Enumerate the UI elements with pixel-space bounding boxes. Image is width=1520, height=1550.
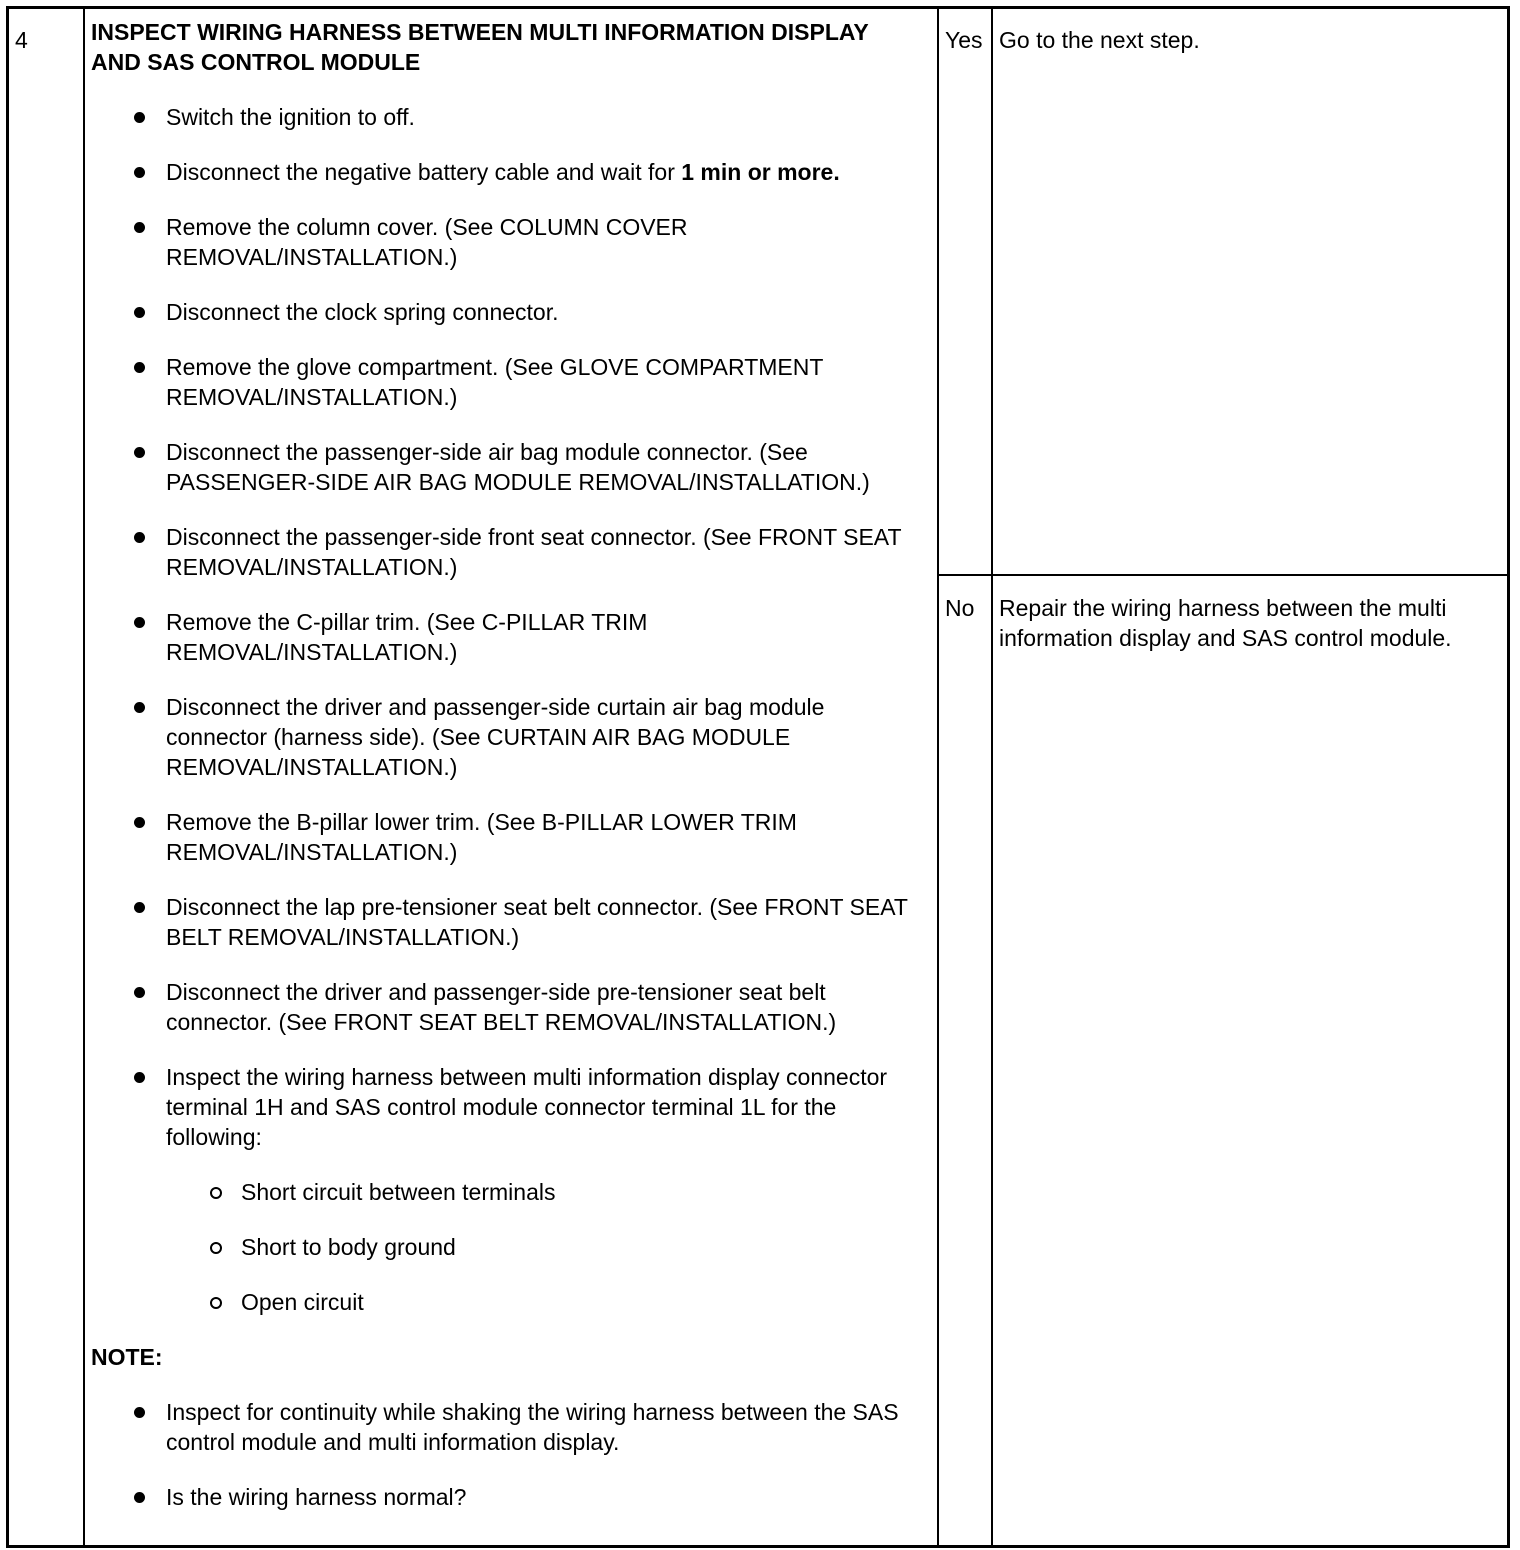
procedure-item: Switch the ignition to off.: [166, 102, 921, 132]
row-divider: [937, 574, 1507, 576]
column-divider: [83, 9, 85, 1545]
yes-label: Yes: [945, 27, 983, 53]
no-label: No: [945, 595, 975, 621]
note-label: NOTE:: [91, 1344, 163, 1370]
step-title: INSPECT WIRING HARNESS BETWEEN MULTI INFORMATION DISPLAY AND SAS CONTROL MODULE: [91, 19, 869, 75]
procedure-item: Remove the B-pillar lower trim. (See B-PILLAR LOWER TRIM REMOVAL/INSTALLATION.): [166, 807, 921, 867]
procedure-item: Disconnect the passenger-side air bag module connector. (See PASSENGER-SIDE AIR BAG MODULE REMOVAL/INSTALLATION.): [166, 437, 921, 497]
procedure-item: Disconnect the lap pre-tensioner seat belt connector. (See FRONT SEAT BELT REMOVAL/INSTALLATION.): [166, 892, 921, 952]
inspect-item: Open circuit: [241, 1287, 921, 1317]
inspect-item: Short circuit between terminals: [241, 1177, 921, 1207]
note-item: Inspect for continuity while shaking the wiring harness between the SAS control module and multi information display.: [166, 1397, 921, 1457]
procedure-item: Remove the glove compartment. (See GLOVE COMPARTMENT REMOVAL/INSTALLATION.): [166, 352, 921, 412]
step-number: 4: [15, 27, 28, 53]
note-list: [91, 1397, 921, 1512]
procedure-item: Remove the column cover. (See COLUMN COVER REMOVAL/INSTALLATION.): [166, 212, 921, 272]
procedure-item: Disconnect the negative battery cable and wait for 1 min or more.: [166, 157, 921, 187]
inspect-item: Short to body ground: [241, 1232, 921, 1262]
procedure-list: [91, 102, 921, 1317]
no-action: Repair the wiring harness between the multi information display and SAS control module.: [999, 595, 1452, 651]
wait-time: 1 min or more.: [681, 159, 840, 185]
column-divider: [937, 9, 939, 1545]
inspect-sublist: [166, 1177, 921, 1317]
step-content: [91, 17, 921, 1537]
procedure-item: Inspect the wiring harness between multi information display connector terminal 1H and SAS control module connector terminal 1L for the following: Short circuit between terminals Short to body ground Open circuit: [166, 1062, 921, 1317]
note-item: Is the wiring harness normal?: [166, 1482, 921, 1512]
procedure-item: Disconnect the passenger-side front seat connector. (See FRONT SEAT REMOVAL/INSTALLATION.): [166, 522, 921, 582]
inspection-step-table: [6, 6, 1510, 1548]
procedure-item: Disconnect the clock spring connector.: [166, 297, 921, 327]
column-divider: [991, 9, 993, 1545]
yes-action: Go to the next step.: [999, 27, 1200, 53]
procedure-item: Disconnect the driver and passenger-side curtain air bag module connector (harness side). (See CURTAIN AIR BAG MODULE REMOVAL/INSTALLATION.): [166, 692, 921, 782]
procedure-item: Disconnect the driver and passenger-side pre-tensioner seat belt connector. (See FRONT SEAT BELT REMOVAL/INSTALLATION.): [166, 977, 921, 1037]
procedure-item: Remove the C-pillar trim. (See C-PILLAR TRIM REMOVAL/INSTALLATION.): [166, 607, 921, 667]
